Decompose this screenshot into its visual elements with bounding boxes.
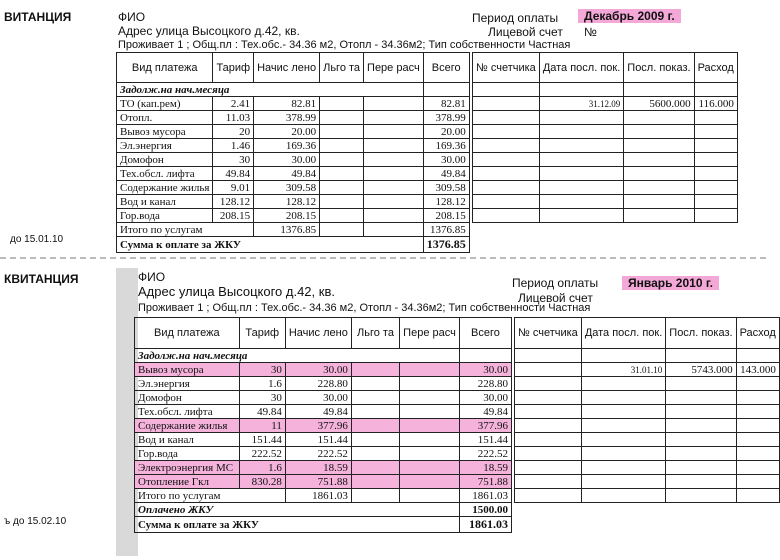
meter-col-number: № счетчика xyxy=(473,53,540,83)
col-total: Всего xyxy=(459,318,511,349)
col-benefit: Льго та xyxy=(351,318,399,349)
col-type: Вид платежа xyxy=(135,318,240,349)
receipt-2-meter-table xyxy=(514,317,780,503)
paid-row: Оплачено ЖКУ 1500.00 xyxy=(135,503,512,517)
table-row: Гор.вода 208.15 208.15 208.15 xyxy=(117,209,470,223)
table-row: Домофон 30 30.00 30.00 xyxy=(117,153,470,167)
receipt-2-account-label: Лицевой счет xyxy=(518,291,593,305)
table-row: Вод и канал 151.44 151.44 151.44 xyxy=(135,433,512,447)
col-benefit: Льго та xyxy=(320,53,364,83)
col-accrued: Начис лено xyxy=(254,53,320,83)
debt-row: Задолж.на нач.месяца xyxy=(117,83,424,97)
table-row: Эл.энергия 1.46 169.36 169.36 xyxy=(117,139,470,153)
col-accrued: Начис лено xyxy=(285,318,351,349)
receipt-1-label: ВИТАНЦИЯ xyxy=(4,10,72,24)
meter-col-date: Дата посл. пок. xyxy=(581,318,665,349)
debt-row: Задолж.на нач.месяца xyxy=(135,349,460,363)
receipt-1-lives: Проживает 1 ; Общ.пл : Тех.обс.- 34.36 м2, Отопл - 34.36м2; Тип собственности Частная xyxy=(118,39,571,51)
table-row: Отопление Гкл 830.28 751.88 751.88 xyxy=(135,475,512,489)
table-row: Домофон 30 30.00 30.00 xyxy=(135,391,512,405)
cut-line xyxy=(0,257,766,259)
table-row: Гор.вода 222.52 222.52 222.52 xyxy=(135,447,512,461)
receipt-1-period-value: Декабрь 2009 г. xyxy=(578,9,681,23)
pay-row: Сумма к оплате за ЖКУ 1861.03 xyxy=(135,517,512,533)
col-tariff: Тариф xyxy=(239,318,285,349)
meter-row: 31.12.09 5600.000 116.000 xyxy=(473,97,738,111)
meter-col-reading: Посл. показ. xyxy=(666,318,736,349)
table-row: Отопл. 11.03 378.99 378.99 xyxy=(117,111,470,125)
receipt-1-meter-table xyxy=(472,52,738,223)
table-row: Тех.обсл. лифта 49.84 49.84 49.84 xyxy=(117,167,470,181)
meter-col-date: Дата посл. пок. xyxy=(539,53,623,83)
table-row: Вывоз мусора 30 30.00 30.00 xyxy=(135,363,512,377)
meter-col-number: № счетчика xyxy=(515,318,582,349)
total-row: Итого по услугам 1861.03 1861.03 xyxy=(135,489,512,503)
pay-row: Сумма к оплате за ЖКУ 1376.85 xyxy=(117,237,470,253)
receipt-1-period-label: Период оплаты xyxy=(472,11,559,25)
meter-row: 31.01.10 5743.000 143.000 xyxy=(515,363,780,377)
table-row: Вывоз мусора 20 20.00 20.00 xyxy=(117,125,470,139)
col-total: Всего xyxy=(423,53,469,83)
receipt-1-table xyxy=(116,52,470,253)
receipt-2-table xyxy=(134,317,512,533)
receipt-1-address: Адрес улица Высоцкого д.42, кв. xyxy=(118,24,300,38)
table-row: Эл.энергия 1.6 228.80 228.80 xyxy=(135,377,512,391)
receipt-2-lives: Проживает 1 ; Общ.пл : Тех.обс.- 34.36 м2, Отопл - 34.36м2; Тип собственности Частная xyxy=(138,302,591,314)
receipt-1-account-no: № xyxy=(584,25,597,39)
col-recalc: Пере расч xyxy=(364,53,424,83)
receipt-2-label: КВИТАНЦИЯ xyxy=(4,272,79,286)
col-recalc: Пере расч xyxy=(400,318,460,349)
total-row: Итого по услугам 1376.85 1376.85 xyxy=(117,223,470,237)
meter-col-reading: Посл. показ. xyxy=(624,53,694,83)
table-row: Содержание жилья 11 377.96 377.96 xyxy=(135,419,512,433)
col-type: Вид платежа xyxy=(117,53,213,83)
receipt-2-address: Адрес улица Высоцкого д.42, кв. xyxy=(138,284,335,299)
table-row: ТО (кап.рем) 2.41 82.81 82.81 xyxy=(117,97,470,111)
table-row: Электроэнергия МС 1.6 18.59 18.59 xyxy=(135,461,512,475)
col-tariff: Тариф xyxy=(213,53,254,83)
table-row: Вод и канал 128.12 128.12 128.12 xyxy=(117,195,470,209)
receipt-2-due: ъ до 15.02.10 xyxy=(4,516,67,527)
receipt-1-account-label: Лицевой счет xyxy=(488,25,563,39)
receipt-2-fio: ФИО xyxy=(138,270,166,284)
table-row: Содержание жилья 9.01 309.58 309.58 xyxy=(117,181,470,195)
receipt-1-due: до 15.01.10 xyxy=(10,234,64,245)
meter-col-usage: Расход xyxy=(694,53,737,83)
receipt-2-period-value: Январь 2010 г. xyxy=(622,276,719,290)
meter-col-usage: Расход xyxy=(736,318,779,349)
table-row: Тех.обсл. лифта 49.84 49.84 49.84 xyxy=(135,405,512,419)
receipt-1-fio: ФИО xyxy=(118,10,146,24)
receipt-2-period-label: Период оплаты xyxy=(512,276,599,290)
